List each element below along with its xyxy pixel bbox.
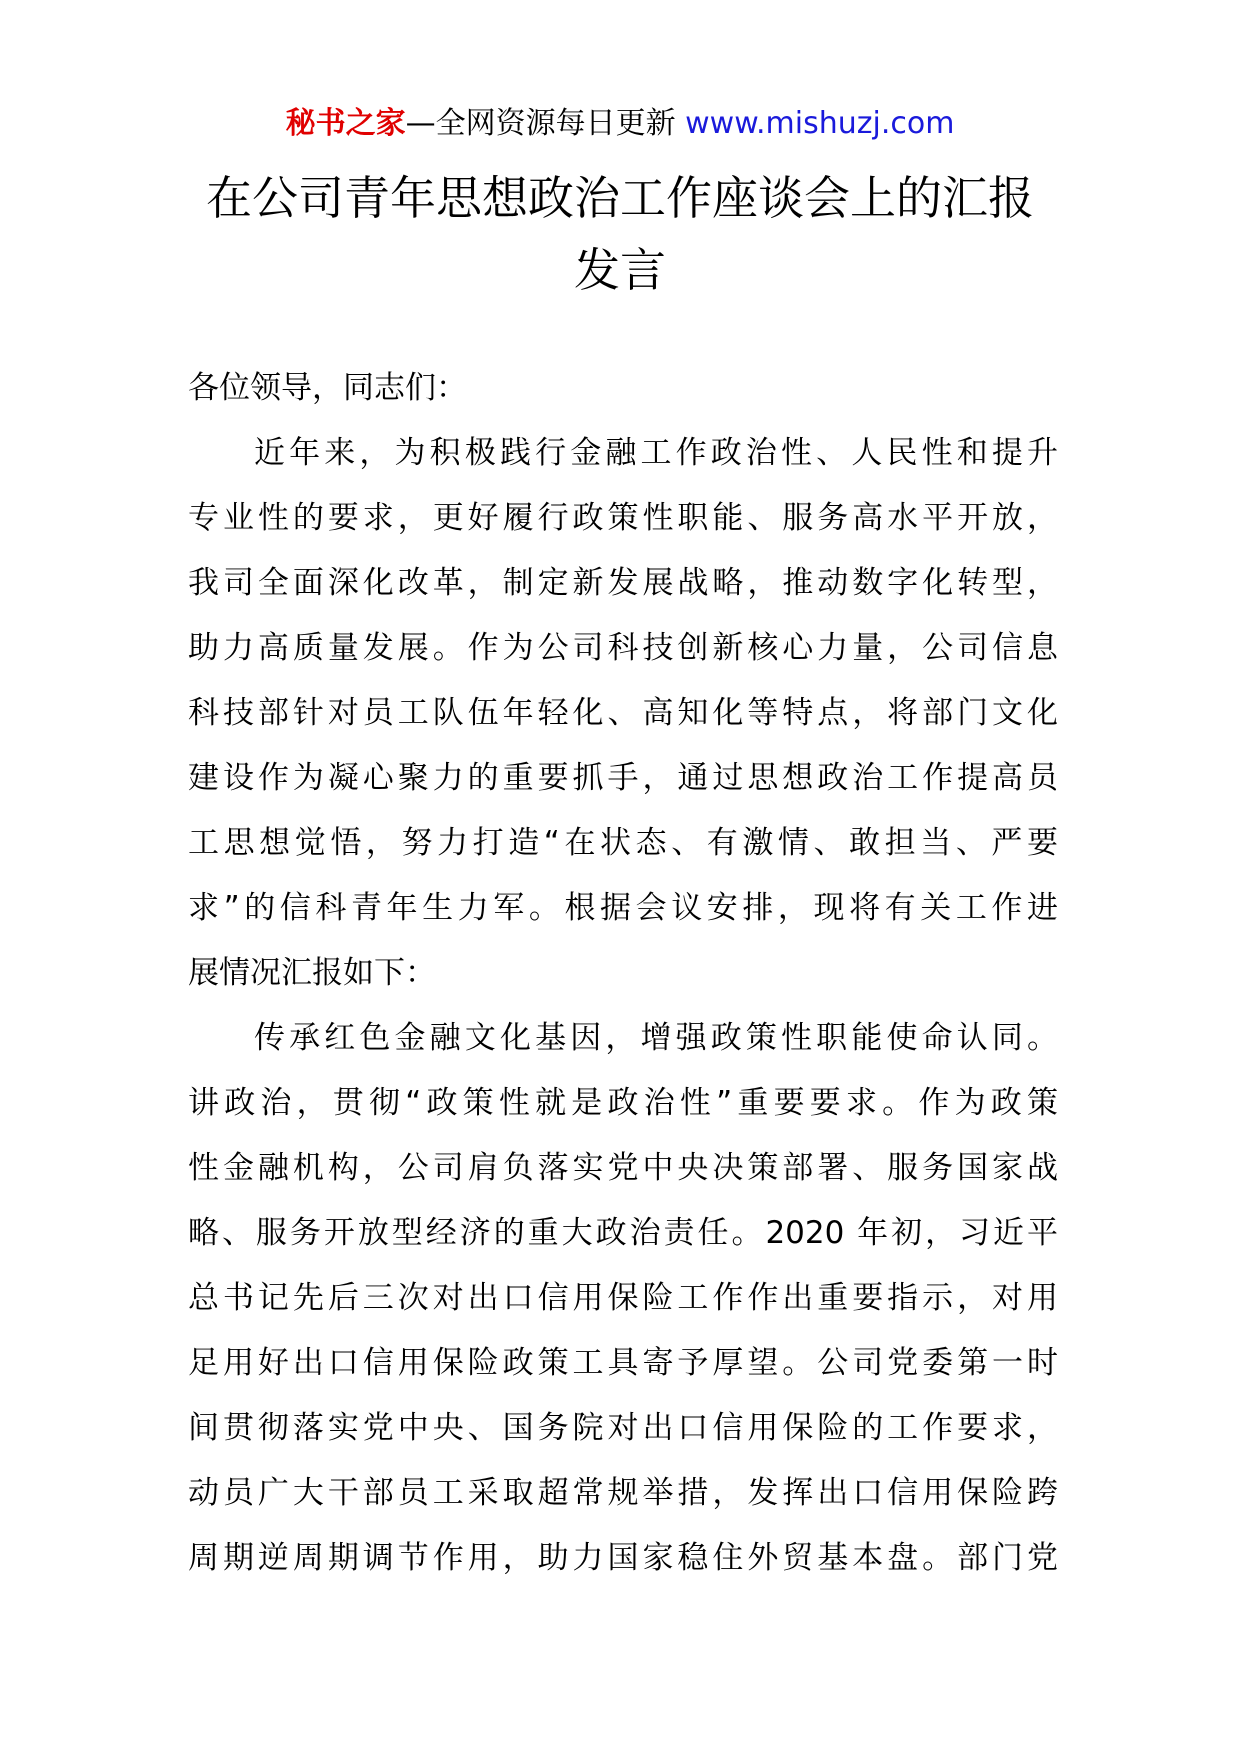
body-line: 讲政治，贯彻“政策性就是政治性”重要要求。作为政策	[188, 1085, 1058, 1121]
section-heading-line: 传承红色金融文化基因，增强政策性职能使命认同。	[254, 1020, 1058, 1056]
title-line: 发言	[574, 243, 666, 297]
body-line: 工思想觉悟，努力打造“在状态、有激情、敢担当、严要	[188, 825, 1058, 861]
body-line: 助力高质量发展。作为公司科技创新核心力量，公司信息	[188, 630, 1058, 666]
document-body	[188, 356, 1058, 1591]
document-title	[160, 162, 1080, 306]
title-line: 在公司青年思想政治工作座谈会上的汇报	[206, 171, 1034, 225]
body-line: 总书记先后三次对出口信用保险工作作出重要指示，对用	[188, 1280, 1058, 1316]
brand-name: 秘书之家	[285, 106, 406, 141]
body-line: 性金融机构，公司肩负落实党中央决策部署、服务国家战	[188, 1150, 1058, 1186]
body-line: 间贯彻落实党中央、国务院对出口信用保险的工作要求，	[188, 1410, 1058, 1446]
body-line: 动员广大干部员工采取超常规举措，发挥出口信用保险跨	[188, 1475, 1058, 1511]
body-line: 建设作为凝心聚力的重要抓手，通过思想政治工作提高员	[188, 760, 1058, 796]
body-line: 略、服务开放型经济的重大政治责任。2020 年初，习近平	[188, 1215, 1058, 1251]
body-line: 求”的信科青年生力军。根据会议安排，现将有关工作进	[188, 890, 1058, 926]
body-line: 专业性的要求，更好履行政策性职能、服务高水平开放，	[188, 500, 1058, 536]
salutation: 各位领导，同志们：	[188, 370, 467, 406]
site-tagline: —全网资源每日更新	[405, 106, 686, 141]
body-line: 我司全面深化改革，制定新发展战略，推动数字化转型，	[188, 565, 1058, 601]
body-line: 展情况汇报如下：	[188, 955, 436, 991]
body-line: 足用好出口信用保险政策工具寄予厚望。公司党委第一时	[188, 1345, 1058, 1381]
body-line: 近年来，为积极践行金融工作政治性、人民性和提升	[254, 435, 1058, 471]
site-header	[0, 104, 1240, 144]
site-url-link[interactable]: www.mishuzj.com	[685, 106, 955, 141]
body-line: 周期逆周期调节作用，助力国家稳住外贸基本盘。部门党	[188, 1540, 1058, 1576]
body-line: 科技部针对员工队伍年轻化、高知化等特点，将部门文化	[188, 695, 1058, 731]
